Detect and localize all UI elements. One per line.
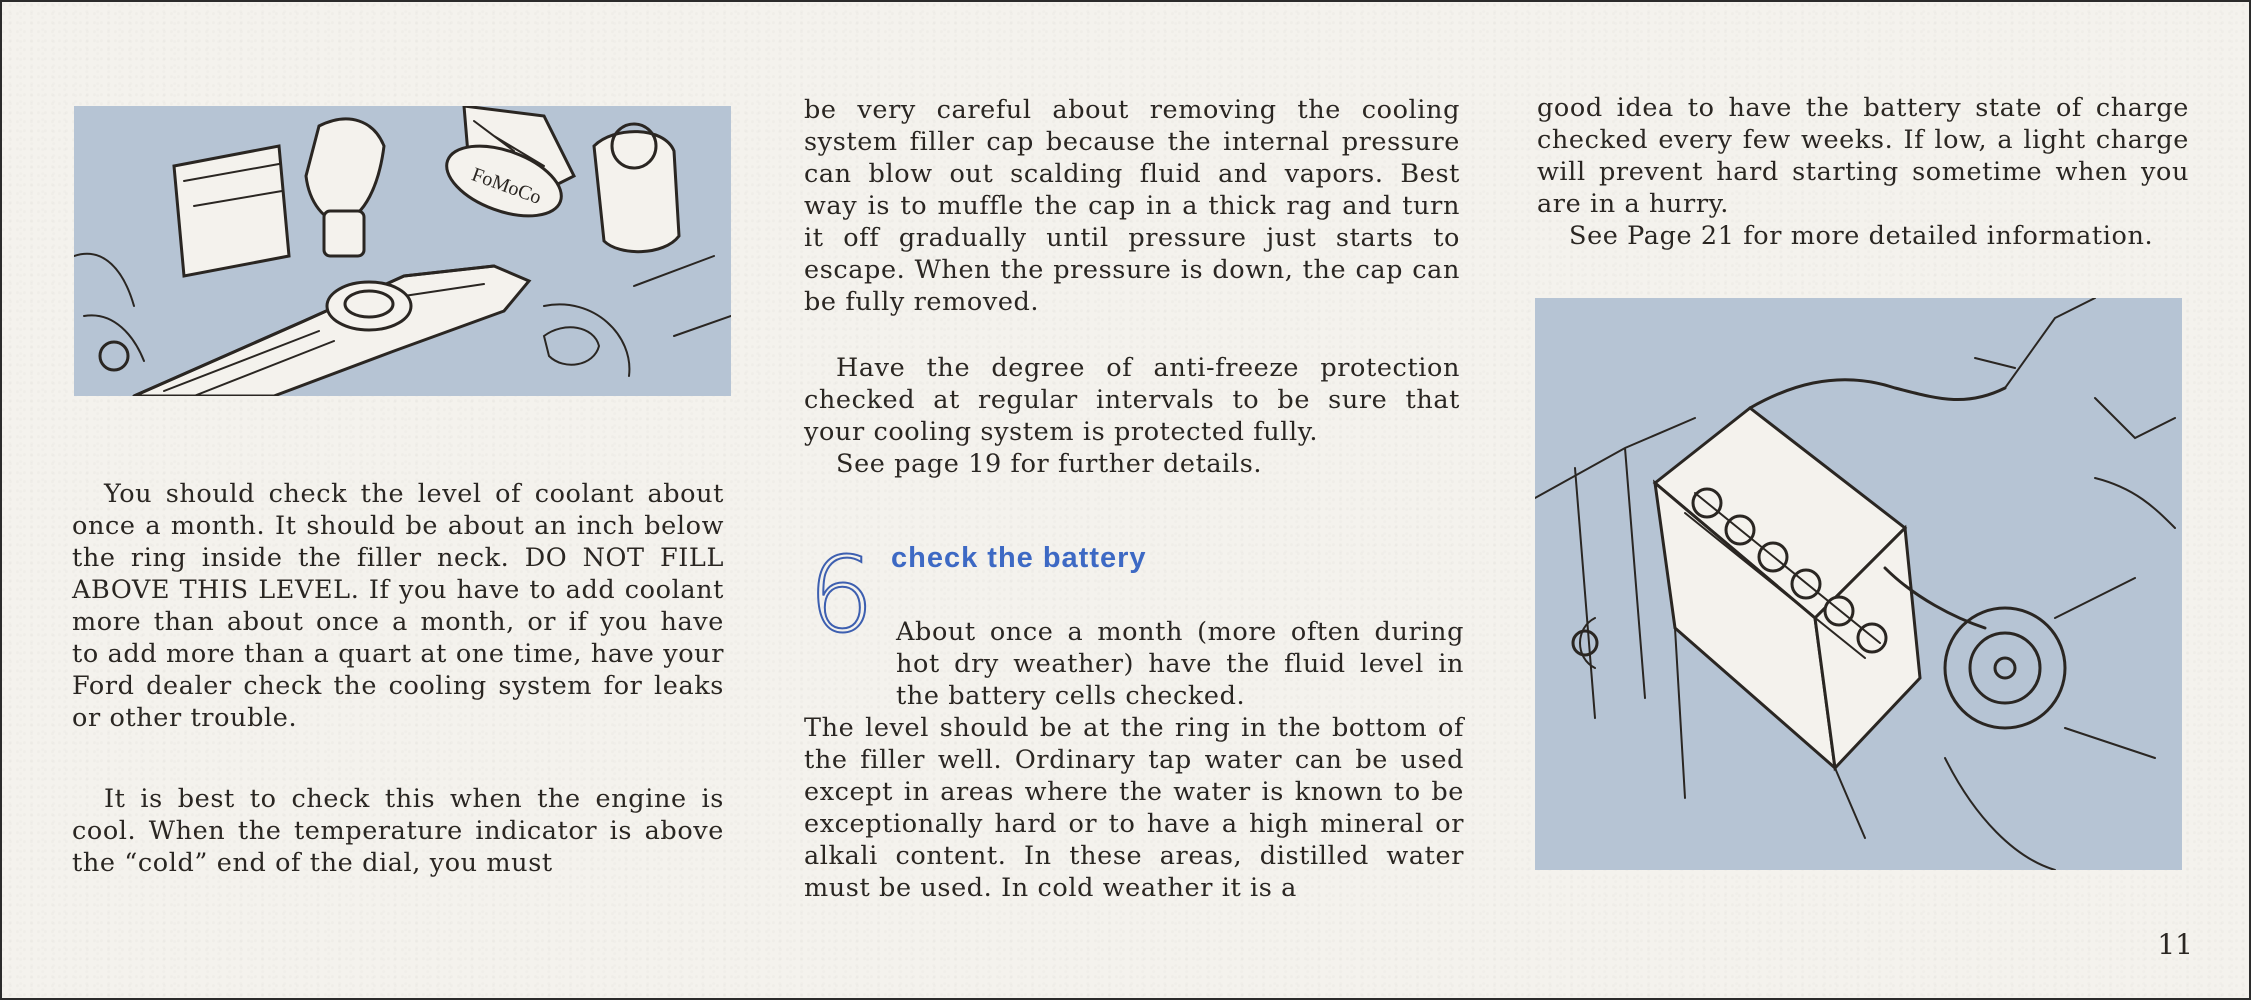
- battery-illustration: [1535, 298, 2182, 870]
- section-number: 6: [808, 534, 875, 656]
- check-when-cool-paragraph: [72, 783, 724, 879]
- section-title: check the battery: [891, 542, 1147, 574]
- antifreeze-text: Have the degree of anti-freeze protection checked at regular intervals to be sure that your cooling system is protected fully.: [804, 353, 1460, 447]
- battery-charge-paragraph: [1537, 92, 2189, 252]
- see-page-19-text: See page 19 for further details.: [836, 449, 1263, 479]
- check-when-cool-text: It is best to check this when the engine is cool. When the temperature indicator is above the “cold” end of the dial, you must: [72, 784, 724, 878]
- battery-paragraph: [804, 616, 1464, 904]
- battery-lead-text: About once a month (more often during hot dry weather) have the fluid level in the battery cells checked.: [896, 617, 1464, 711]
- filler-cap-paragraph: [804, 94, 1460, 318]
- battery-charge-text: good idea to have the battery state of charge checked every few weeks. If low, a light charge will prevent hard starting sometime when you are in a hurry.: [1537, 93, 2189, 219]
- antifreeze-paragraph: [804, 352, 1460, 480]
- see-page-21-text: See Page 21 for more detailed information.: [1569, 221, 2154, 251]
- battery-rest-text: The level should be at the ring in the bottom of the filler well. Ordinary tap water can be used except in areas where the water is known to be exceptionally hard or to have a high mineral or alkali content. In these areas, distilled water must be used. In cold weather it is a: [804, 713, 1464, 903]
- coolant-level-paragraph: [72, 478, 724, 734]
- coolant-filler-illustration: [74, 106, 731, 396]
- filler-cap-text: be very careful about removing the cooling system filler cap because the internal pressure can blow out scalding fluid and vapors. Best way is to muffle the cap in a thick rag and turn it off gradually until pressure just starts to escape. When the pressure is down, the cap can be fully removed.: [804, 95, 1460, 317]
- page-number: 11: [2157, 928, 2193, 961]
- fomoco-emblem-text: FoMoCo: [468, 163, 545, 209]
- coolant-level-text: You should check the level of coolant about once a month. It should be about an inch below the ring inside the filler neck. DO NOT FILL ABOVE THIS LEVEL. If you have to add coolant more than about once a month, or if you have to add more than a quart at one time, have your Ford dealer check the cooling system for leaks or other trouble.: [72, 479, 724, 733]
